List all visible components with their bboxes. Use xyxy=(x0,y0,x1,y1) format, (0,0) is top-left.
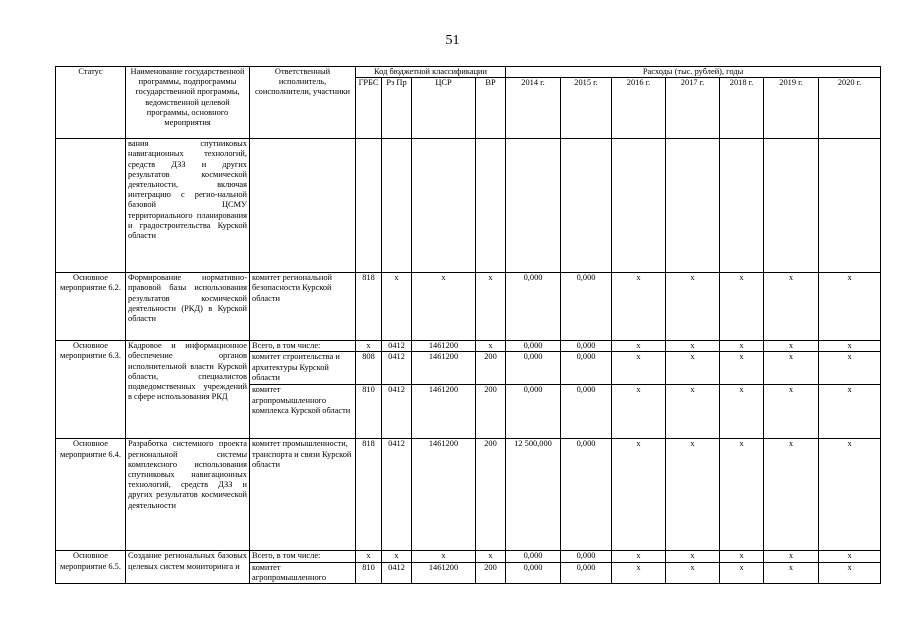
status-cell: Основное мероприятие 6.4. xyxy=(56,439,126,551)
budget-table xyxy=(55,66,881,584)
header-year-2017: 2017 г. xyxy=(666,78,720,139)
executor-cell: комитет региональной безопасности Курской области xyxy=(250,273,356,341)
y2018-cell: x xyxy=(720,551,764,562)
csr-cell xyxy=(412,139,476,273)
csr-cell: x xyxy=(412,273,476,341)
vr-cell: 200 xyxy=(476,562,506,583)
y2017-cell: x xyxy=(666,273,720,341)
header-expenses: Расходы (тыс. рублей), годы xyxy=(506,67,881,78)
table-row xyxy=(56,139,881,273)
vr-cell: x xyxy=(476,341,506,352)
y2020-cell: x xyxy=(819,352,881,385)
grbs-cell: 818 xyxy=(356,439,382,551)
rzpr-cell: 0412 xyxy=(382,341,412,352)
y2017-cell: x xyxy=(666,352,720,385)
y2016-cell: x xyxy=(612,439,666,551)
y2020-cell: x xyxy=(819,562,881,583)
name-cell: вания спутниковых навигационных технологий, средств ДЗЗ и других результатов космической деятельности, включая интеграцию с регио-нальной базовой ЦСМУ территориального планирования и градостроительства Курской области xyxy=(126,139,250,273)
y2018-cell: x xyxy=(720,385,764,439)
y2015-cell: 0,000 xyxy=(561,352,612,385)
executor-cell: комитет агропромышленного xyxy=(250,562,356,583)
y2017-cell: x xyxy=(666,341,720,352)
grbs-cell xyxy=(356,139,382,273)
y2014-cell: 0,000 xyxy=(506,562,561,583)
header-name: Наименование государственной программы, подпрограммы государственной программы, ведомственной целевой программы, основного мероприятия xyxy=(126,67,250,139)
y2016-cell: x xyxy=(612,352,666,385)
executor-cell: комитет агропромышленного комплекса Курской области xyxy=(250,385,356,439)
y2016-cell: x xyxy=(612,551,666,562)
grbs-cell: x xyxy=(356,551,382,562)
status-cell: Основное мероприятие 6.5. xyxy=(56,551,126,584)
y2015-cell xyxy=(561,139,612,273)
y2016-cell xyxy=(612,139,666,273)
grbs-cell: 818 xyxy=(356,273,382,341)
y2020-cell xyxy=(819,139,881,273)
table-row xyxy=(56,551,881,562)
rzpr-cell: x xyxy=(382,273,412,341)
grbs-cell: x xyxy=(356,341,382,352)
header-executor: Ответственный исполнитель, соисполнители, участники xyxy=(250,67,356,139)
name-cell: Формирование нормативно-правовой базы использования результатов космической деятельности (РКД) в Курской области xyxy=(126,273,250,341)
y2020-cell: x xyxy=(819,439,881,551)
y2015-cell: 0,000 xyxy=(561,551,612,562)
csr-cell: 1461200 xyxy=(412,562,476,583)
header-grbs: ГРБС xyxy=(356,78,382,139)
header-year-2019: 2019 г. xyxy=(764,78,819,139)
y2018-cell: x xyxy=(720,341,764,352)
csr-cell: 1461200 xyxy=(412,439,476,551)
table-row xyxy=(56,341,881,352)
status-cell: Основное мероприятие 6.2. xyxy=(56,273,126,341)
y2017-cell: x xyxy=(666,562,720,583)
executor-cell: комитет промышленности, транспорта и связи Курской области xyxy=(250,439,356,551)
y2014-cell xyxy=(506,139,561,273)
executor-cell: Всего, в том числе: xyxy=(250,551,356,562)
y2019-cell: x xyxy=(764,562,819,583)
y2020-cell: x xyxy=(819,273,881,341)
header-status: Статус xyxy=(56,67,126,139)
grbs-cell: 810 xyxy=(356,385,382,439)
y2019-cell: x xyxy=(764,551,819,562)
vr-cell xyxy=(476,139,506,273)
y2019-cell xyxy=(764,139,819,273)
header-year-2014: 2014 г. xyxy=(506,78,561,139)
y2019-cell: x xyxy=(764,273,819,341)
grbs-cell: 810 xyxy=(356,562,382,583)
csr-cell: 1461200 xyxy=(412,341,476,352)
name-cell: Кадровое и информационное обеспечение органов исполнительной власти Курской области, специалистов подведомственных учреждений в сфере использования РКД xyxy=(126,341,250,439)
rzpr-cell: 0412 xyxy=(382,562,412,583)
y2019-cell: x xyxy=(764,352,819,385)
y2020-cell: x xyxy=(819,341,881,352)
name-cell: Создание региональных базовых целевых систем мониторинга и xyxy=(126,551,250,584)
header-year-2015: 2015 г. xyxy=(561,78,612,139)
rzpr-cell xyxy=(382,139,412,273)
vr-cell: 200 xyxy=(476,352,506,385)
y2014-cell: 12 500,000 xyxy=(506,439,561,551)
vr-cell: x xyxy=(476,551,506,562)
y2017-cell: x xyxy=(666,551,720,562)
y2015-cell: 0,000 xyxy=(561,439,612,551)
status-cell xyxy=(56,139,126,273)
header-csr: ЦСР xyxy=(412,78,476,139)
csr-cell: 1461200 xyxy=(412,352,476,385)
y2020-cell: x xyxy=(819,551,881,562)
y2019-cell: x xyxy=(764,439,819,551)
y2016-cell: x xyxy=(612,562,666,583)
y2018-cell xyxy=(720,139,764,273)
y2018-cell: x xyxy=(720,273,764,341)
executor-cell: Всего, в том числе: xyxy=(250,341,356,352)
y2018-cell: x xyxy=(720,352,764,385)
csr-cell: 1461200 xyxy=(412,385,476,439)
rzpr-cell: x xyxy=(382,551,412,562)
y2017-cell: x xyxy=(666,385,720,439)
y2015-cell: 0,000 xyxy=(561,385,612,439)
y2014-cell: 0,000 xyxy=(506,273,561,341)
executor-cell: комитет строительства и архитектуры Курской области xyxy=(250,352,356,385)
rzpr-cell: 0412 xyxy=(382,385,412,439)
header-budget-code: Код бюджетной классификации xyxy=(356,67,506,78)
header-year-2016: 2016 г. xyxy=(612,78,666,139)
executor-cell xyxy=(250,139,356,273)
header-year-2018: 2018 г. xyxy=(720,78,764,139)
y2018-cell: x xyxy=(720,562,764,583)
y2019-cell: x xyxy=(764,385,819,439)
table-row xyxy=(56,439,881,551)
header-row xyxy=(56,67,881,78)
y2020-cell: x xyxy=(819,385,881,439)
table-row xyxy=(56,273,881,341)
grbs-cell: 808 xyxy=(356,352,382,385)
vr-cell: 200 xyxy=(476,439,506,551)
header-year-2020: 2020 г. xyxy=(819,78,881,139)
header-vr: ВР xyxy=(476,78,506,139)
y2018-cell: x xyxy=(720,439,764,551)
y2014-cell: 0,000 xyxy=(506,551,561,562)
rzpr-cell: 0412 xyxy=(382,439,412,551)
y2017-cell xyxy=(666,139,720,273)
y2015-cell: 0,000 xyxy=(561,341,612,352)
page-number: 51 xyxy=(445,33,460,48)
y2016-cell: x xyxy=(612,385,666,439)
vr-cell: x xyxy=(476,273,506,341)
y2015-cell: 0,000 xyxy=(561,273,612,341)
y2014-cell: 0,000 xyxy=(506,341,561,352)
status-cell: Основное мероприятие 6.3. xyxy=(56,341,126,439)
y2016-cell: x xyxy=(612,273,666,341)
y2017-cell: x xyxy=(666,439,720,551)
rzpr-cell: 0412 xyxy=(382,352,412,385)
y2014-cell: 0,000 xyxy=(506,352,561,385)
y2019-cell: x xyxy=(764,341,819,352)
y2015-cell: 0,000 xyxy=(561,562,612,583)
csr-cell: x xyxy=(412,551,476,562)
y2014-cell: 0,000 xyxy=(506,385,561,439)
name-cell: Разработка системного проекта региональной системы комплексного использования спутниковых навигационных технологий, средств ДЗЗ и других результатов космической деятельности xyxy=(126,439,250,551)
y2016-cell: x xyxy=(612,341,666,352)
vr-cell: 200 xyxy=(476,385,506,439)
header-rzpr: Рз Пр xyxy=(382,78,412,139)
